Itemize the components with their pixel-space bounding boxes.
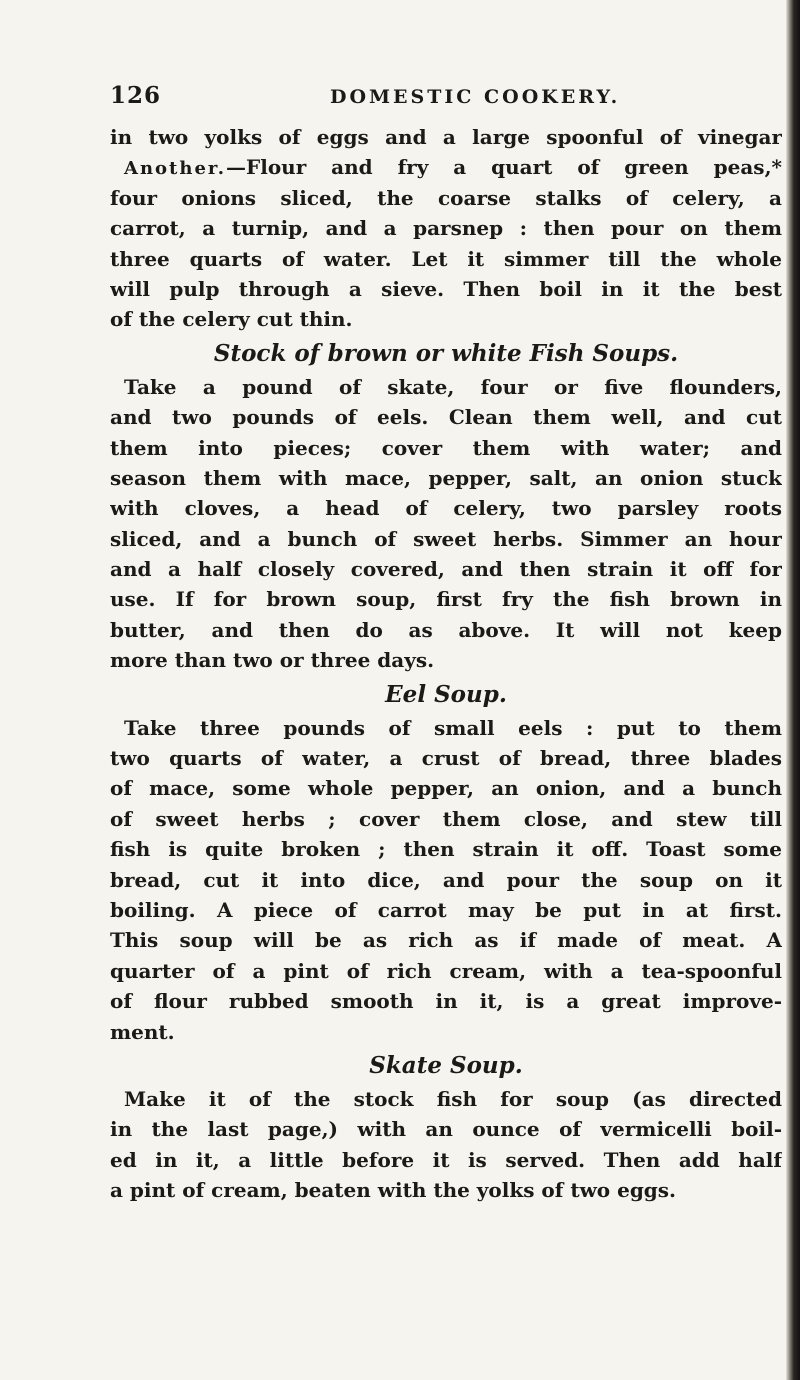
text-line: of the celery cut thin.	[110, 307, 353, 332]
text-line: two quarts of water, a crust of bread, three blades	[110, 746, 782, 771]
text-line: in the last page,) with an ounce of vermicelli boil-	[110, 1117, 782, 1142]
text-line: quarter of a pint of rich cream, with a tea-spoonful	[110, 958, 782, 983]
text-line: more than two or three days.	[110, 648, 435, 673]
page-body	[110, 122, 782, 1206]
running-head: DOMESTIC COOKERY.	[330, 86, 621, 108]
text-line: with cloves, a head of celery, two parsley roots	[110, 496, 782, 521]
text-line: This soup will be as rich as if made of meat. A	[110, 928, 782, 953]
book-page	[110, 82, 782, 1203]
text-line: Take a pound of skate, four or five flounders,	[124, 374, 782, 399]
recipe-heading-skate-soup: Skate Soup.	[369, 1051, 523, 1079]
text-line: Take three pounds of small eels : put to them	[124, 715, 782, 740]
text-line: butter, and then do as above. It will not keep	[110, 617, 782, 642]
text-line: bread, cut it into dice, and pour the soup on it	[110, 867, 782, 892]
text-line: of mace, some whole pepper, an onion, and a bunch	[110, 776, 782, 801]
text-line: and a half closely covered, and then strain it off for	[110, 557, 782, 582]
page-number: 126	[110, 82, 162, 109]
text-line: three quarts of water. Let it simmer till the whole	[110, 246, 782, 271]
another-label: Another.	[124, 158, 227, 180]
recipe-heading-eel-soup: Eel Soup.	[385, 680, 507, 708]
recipe-heading-stock: Stock of brown or white Fish Soups.	[213, 339, 679, 367]
text-line: sliced, and a bunch of sweet herbs. Simmer an hour	[110, 526, 782, 551]
text-line: of sweet herbs ; cover them close, and stew till	[110, 806, 782, 831]
text-line: them into pieces; cover them with water; and	[110, 435, 782, 460]
text-line: a pint of cream, beaten with the yolks of two eggs.	[110, 1178, 677, 1203]
text-line: will pulp through a sieve. Then boil in it the best	[110, 276, 782, 301]
text-line: and two pounds of eels. Clean them well, and cut	[110, 405, 782, 430]
text-line: in two yolks of eggs and a large spoonful of vinegar	[110, 125, 782, 149]
page-edge-shadow	[786, 0, 800, 1380]
text-line: use. If for brown soup, first fry the fish brown in	[110, 587, 782, 612]
text-line: four onions sliced, the coarse stalks of celery, a	[110, 185, 782, 210]
text-line: Make it of the stock fish for soup (as directed	[124, 1086, 782, 1111]
text-line: season them with mace, pepper, salt, an onion stuck	[110, 465, 782, 490]
text-line: of flour rubbed smooth in it, is a great improve-	[110, 989, 782, 1014]
page-header	[110, 82, 782, 122]
text-line: boiling. A piece of carrot may be put in at first.	[110, 897, 782, 922]
text-line: carrot, a turnip, and a parsnep : then pour on them	[110, 216, 782, 241]
text-line: ment.	[110, 1019, 175, 1044]
text-line: fish is quite broken ; then strain it off. Toast some	[110, 837, 782, 862]
text-fragment: —Flour and fry a quart of green peas,*	[226, 155, 782, 180]
text-line: ed in it, a little before it is served. Then add half	[110, 1147, 782, 1172]
text-line	[110, 152, 782, 182]
